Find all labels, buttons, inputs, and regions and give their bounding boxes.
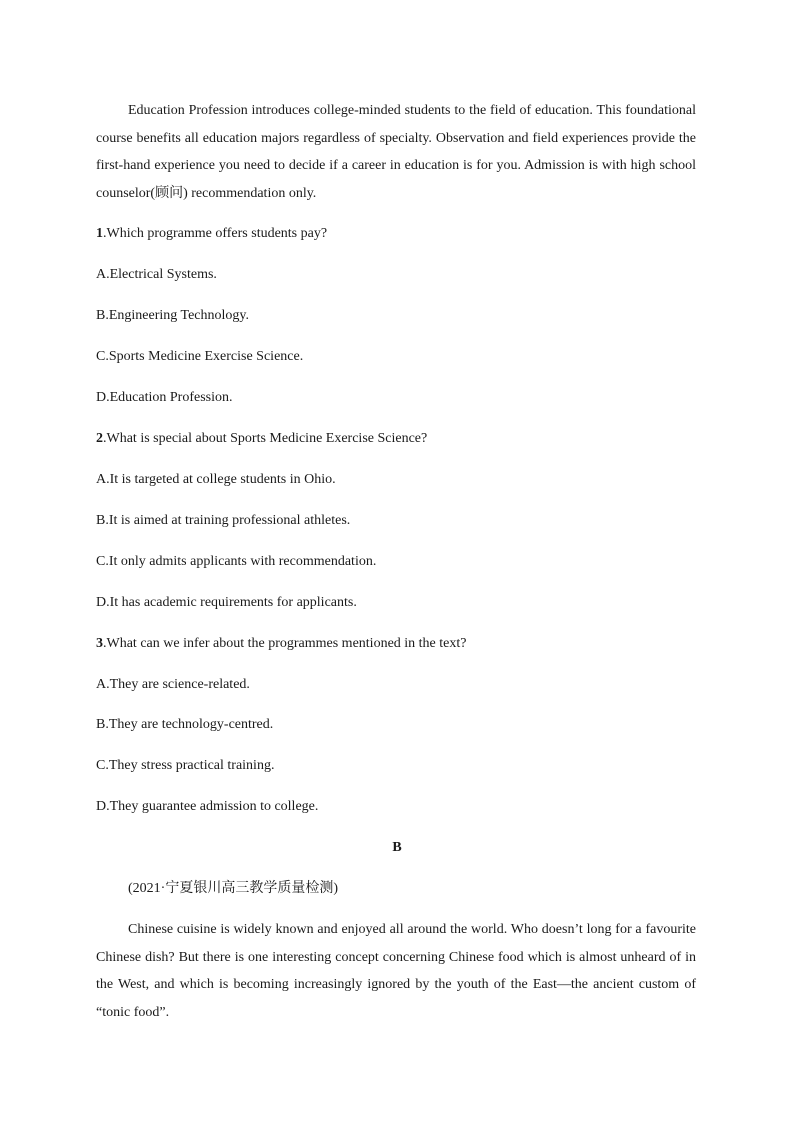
passage-b-text: Chinese cuisine is widely known and enjoyed all around the world. Who doesn’t long for a favourite Chinese dish? But there is one interesting concept concerning Chinese food which is almost unheard of in the West, and which is becoming increasingly ignored by the youth of the East—the ancient custom of “tonic food”. [96,922,696,1020]
question-2-stem: 2.What is special about Sports Medicine Exercise Science? [96,431,428,446]
question-3-option-d: D.They guarantee admission to college. [96,799,319,814]
section-heading: B [392,840,402,855]
passage-a-text: Education Profession introduces college-minded students to the field of education. This foundational course benefits all education majors regardless of specialty. Observation and field experiences provide the first-hand experience you need to decide if a career in education is for you. Admission is with high school counselor(顾问) recommendation only. [96,103,696,201]
question-2-option-b: B.It is aimed at training professional athletes. [96,513,351,528]
question-1-stem: 1.Which programme offers students pay? [96,226,328,241]
question-2-option-c: C.It only admits applicants with recommendation. [96,554,377,569]
question-number: 2 [96,431,103,446]
question-3-option-b: B.They are technology-centred. [96,717,274,732]
question-3-stem: 3.What can we infer about the programmes mentioned in the text? [96,636,467,651]
question-1-option-a: A.Electrical Systems. [96,267,217,282]
question-2-option-d: D.It has academic requirements for applicants. [96,595,357,610]
passage-b-paragraph [96,916,696,1026]
question-1-option-d: D.Education Profession. [96,390,233,405]
question-number: 3 [96,636,103,651]
question-number: 1 [96,226,103,241]
question-3-option-c: C.They stress practical training. [96,758,275,773]
passage-a-paragraph [96,97,696,207]
source-citation: (2021·宁夏银川高三教学质量检测) [128,881,338,896]
question-1-option-c: C.Sports Medicine Exercise Science. [96,349,304,364]
question-1-option-b: B.Engineering Technology. [96,308,249,323]
question-3-option-a: A.They are science-related. [96,677,250,692]
question-2-option-a: A.It is targeted at college students in Ohio. [96,472,336,487]
